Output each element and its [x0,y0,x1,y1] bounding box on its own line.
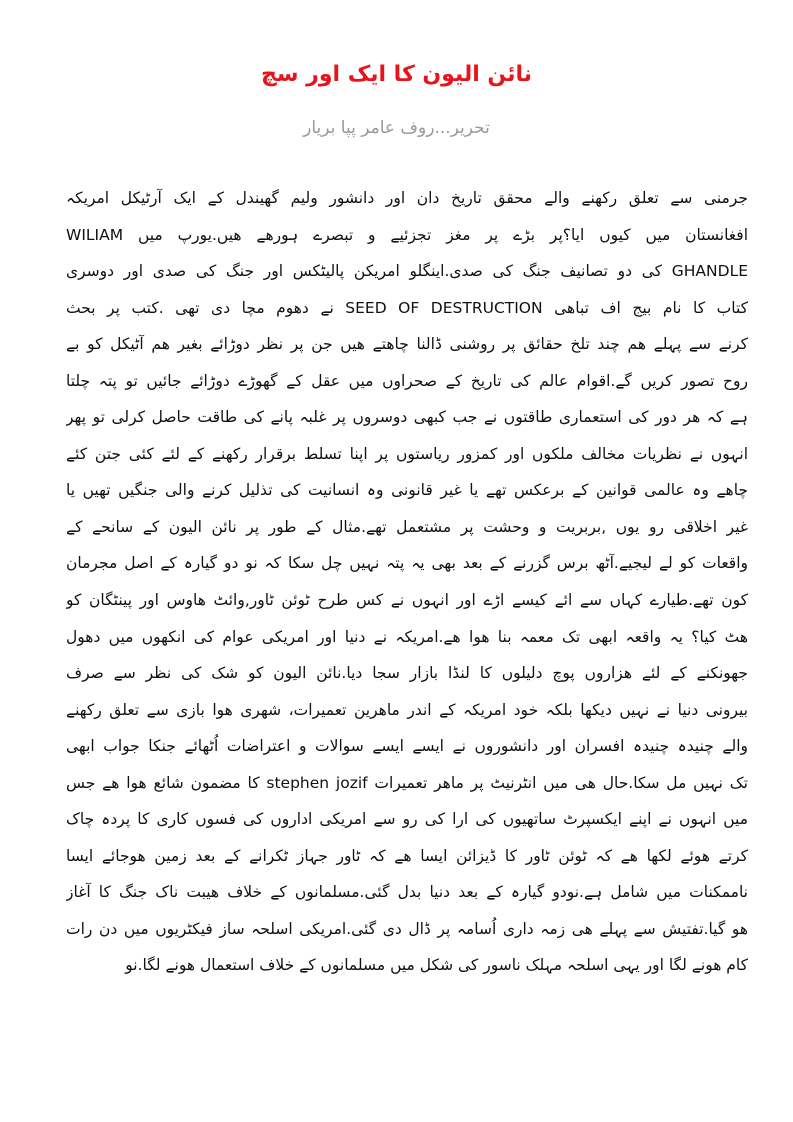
body-line: ھٹ کیا؟ یہ واقعہ ابھی تک معمہ بنا ھوا ھے.امریکہ نے دنیا اور امریکی عوام کی انکھوں میں دھول [66,627,748,646]
body-line: کرنے سے پہلے ھم چند تلخ حقائق پر روشنی ڈالنا چاھتے ھیں جن پر نظر دوڑائے بغیر ھم آٹیکل کو بے [66,335,748,354]
article-byline: تحریر...روف عامر پپا بریار [303,118,490,138]
body-line: جرمنی سے تعلق رکھنے والے محقق تاریخ دان اور دانشور ولیم گھیندل کے ایک آرٹیکل امریکہ [66,189,748,207]
body-line: ناممکنات میں شامل ہے.نودو گیارہ کے بعد دنیا بدل گئی.مسلمانوں کے خلاف ھیبت ناک جنگ کا آغاز [66,883,748,902]
body-line: روح تصور کریں گے.اقوام عالم کی تاریخ کے صحراوں میں عقل کے گھوڑے دوڑائے جائیں تو پتہ چلتا [66,371,748,390]
body-line: کون تھے.طیارے کہاں سے ائے کیسے اڑے اور انہوں نے کس طرح ٹوئن ٹاور,وائٹ ھاوس اور پینٹگان کو [66,591,748,610]
body-line: کرتے ھوئے لکھا ھے کہ ٹوئن ٹاور کا ڈیزائن ایسا ھے کہ ٹاور جہاز ٹکرانے کے بعد زمین ھوجائے ایسا [66,846,748,865]
body-line: واقعات کو لے لیجیے.آٹھ برس گزرنے کے بعد بھی یہ پتہ نہیں چل سکا کہ نو دو گیارہ کے اصل مجرمان [66,554,748,573]
body-line: میں انہوں نے اپنے ایکسپرٹ ساتھیوں کی ارا کی رو سے امریکی اداروں کی فسوں کاری کا پردہ چاک [66,810,748,829]
body-line: غیر اخلاقی رو یوں ,بربریت و وحشت پر مشتعمل تھے.مثال کے طور پر نائن الیون کے سانحے کے [66,517,748,536]
article-title: نائن الیون کا ایک اور سچ [261,62,532,87]
body-line: چاھے وہ عالمی قوانین کے برعکس تھے یا غیر قانونی وہ انسانیت کی تذلیل کرنے والی جنگیں تھیں یا [66,481,748,500]
body-line: انہوں نے نظریات مخالف ملکوں اور کمزور ریاستوں پر اپنا تسلط برقرار رکھنے کے لئے کئی جتن کئے [66,444,748,463]
article-body [66,180,748,984]
body-line: جھونکنے کے لئے ھزاروں پوچ دلیلوں کا لنڈا بازار سجا دیا.نائن الیون کو شک کی نظر سے صرف [66,664,748,683]
body-line: والے چنیدہ چنیدہ افسران اور دانشوروں نے ایسے ایسے سوالات و اعتراضات اُٹھائے جنکا جواب ابھی [66,737,748,756]
body-line: کام ھونے لگا اور یہی اسلحہ مہلک ناسور کی شکل میں مسلمانوں کے خلاف استعمال ھونے لگا.نو [125,956,748,975]
body-line: کتاب کا نام بیج اف تباھی SEED OF DESTRUCTION نے دھوم مچا دی تھی .کتب پر بحث [66,298,748,317]
body-line: افغانستان میں کیوں ایا؟پر بڑے پر مغز تجزئیے و تبصرے ہورھے ھیں.یورپ میں WILIAM [66,225,748,244]
body-line: ھو گیا.تفتیش سے پہلے ھی زمہ داری اُسامہ پر ڈال دی گئی.امریکی اسلحہ ساز فیکٹریوں میں دن رات [66,919,748,938]
body-line: بیرونی دنیا نے نہیں دیکھا بلکہ خود امریکہ کے اندر ماھرین تعمیرات، شھری ھوا بازی سے تعلق رکھنے [66,700,748,719]
body-line: تک نہیں مل سکا.حال ھی میں انٹرنیٹ پر ماھر تعمیرات stephen jozif کا مضمون شائع ھوا ھے جس [66,773,748,792]
body-line: GHANDLE کی دو تصانیف جنگ کی صدی.اینگلو امریکن پالیٹکس اور جنگ کی صدی اور دوسری [66,262,748,281]
body-line: ہے کہ ھر دور کی استعماری طاقتوں نے جب کبھی دوسروں پر غلبہ پانے کی طاقت حاصل کرلی تو پھر [66,408,748,427]
